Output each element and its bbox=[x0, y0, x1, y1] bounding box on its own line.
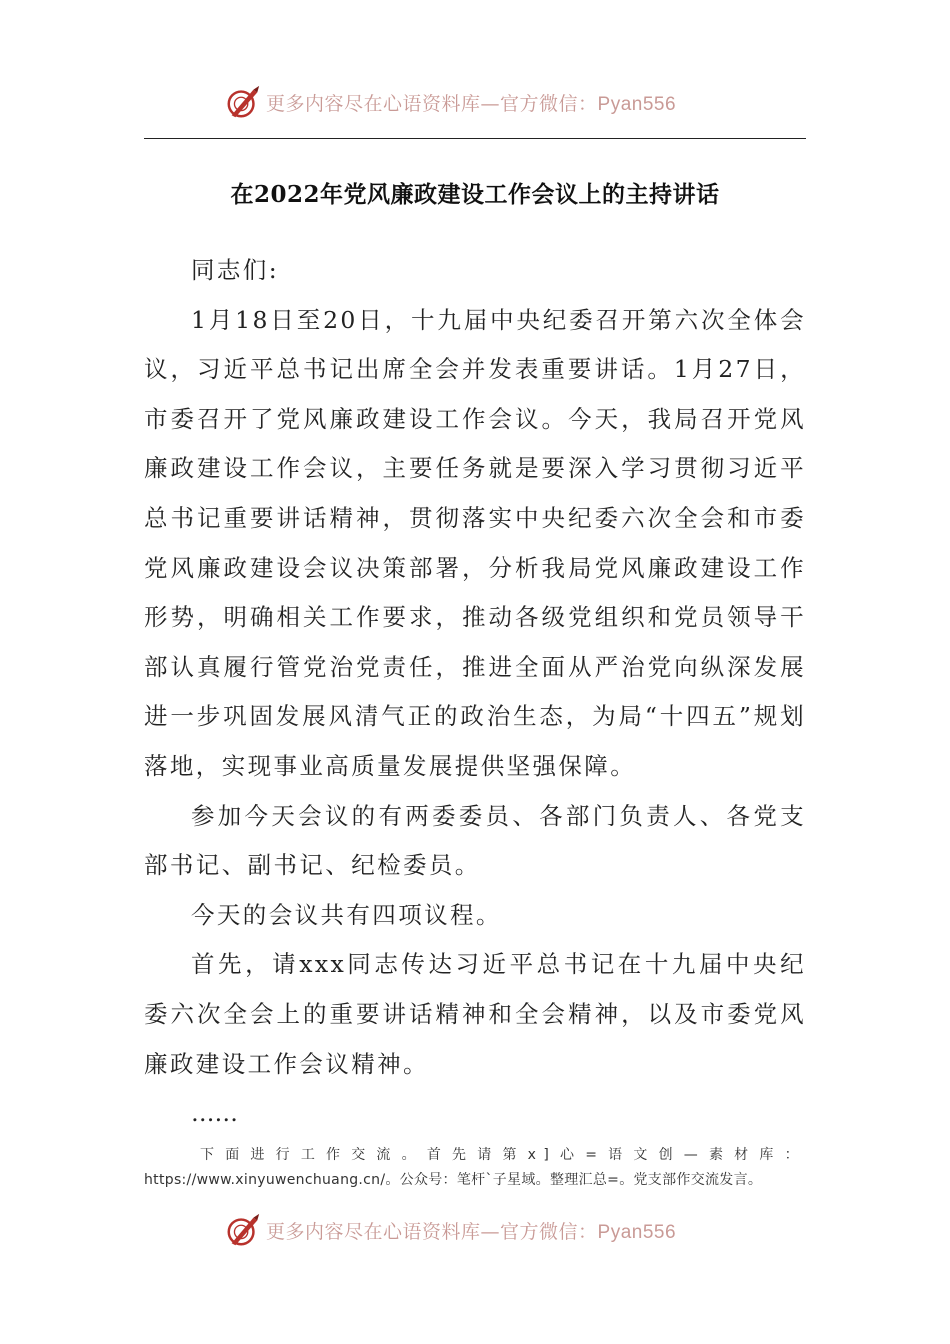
body-paragraph-4: 首先，请xxx同志传达习近平总书记在十九届中央纪委六次全会上的重要讲话精神和全会精神，以及市委党风廉政建设工作会议精神。 bbox=[144, 950, 806, 1078]
pen-circle-logo-icon bbox=[224, 83, 262, 121]
header-banner bbox=[224, 82, 744, 122]
footer-banner bbox=[224, 1210, 744, 1250]
footer-wechat-id: Pyan556 bbox=[597, 1221, 677, 1243]
ellipsis: …… bbox=[191, 1099, 238, 1128]
footer-banner-text: 更多内容尽在心语资料库—官方微信： bbox=[266, 1220, 598, 1243]
document-body bbox=[144, 246, 806, 1139]
footnote-lead: 下面进行工作交流。首先请第x]心=语文创—素材库： bbox=[200, 1147, 806, 1163]
header-wechat-id: Pyan556 bbox=[597, 93, 677, 115]
footnote-rest: https://www.xinyuwenchuang.cn/。公众号：笔杆`子星域。整理汇总=。党支部作交流发言。 bbox=[144, 1172, 763, 1188]
body-paragraph-2: 参加今天会议的有两委委员、各部门负责人、各党支部书记、副书记、纪检委员。 bbox=[144, 801, 806, 880]
body-paragraph-3: 今天的会议共有四项议程。 bbox=[191, 900, 502, 929]
header-banner-text: 更多内容尽在心语资料库—官方微信： bbox=[266, 92, 598, 115]
salutation: 同志们: bbox=[191, 256, 280, 284]
header-divider bbox=[144, 138, 806, 139]
pen-circle-logo-icon bbox=[224, 1211, 262, 1249]
body-paragraph-1: 1月18日至20日，十九届中央纪委召开第六次全体会议，习近平总书记出席全会并发表重要讲话。1月27日，市委召开了党风廉政建设工作会议。今天，我局召开党风廉政建设工作会议，主要任务就是要深入学习贯彻习近平总书记重要讲话精神，贯彻落实中央纪委六次全会和市委党风廉政建设会议决策部署，分析我局党风廉政建设工作形势，明确相关工作要求，推动各级党组织和党员领导干部认真履行管党治党责任，推进全面从严治党向纵深发展进一步巩固发展风清气正的政治生态，为局“十四五”规划落地，实现事业高质量发展提供坚强保障。 bbox=[144, 305, 806, 780]
footnote-text bbox=[144, 1143, 806, 1193]
document-title: 在2022年党风廉政建设工作会议上的主持讲话 bbox=[230, 181, 720, 208]
